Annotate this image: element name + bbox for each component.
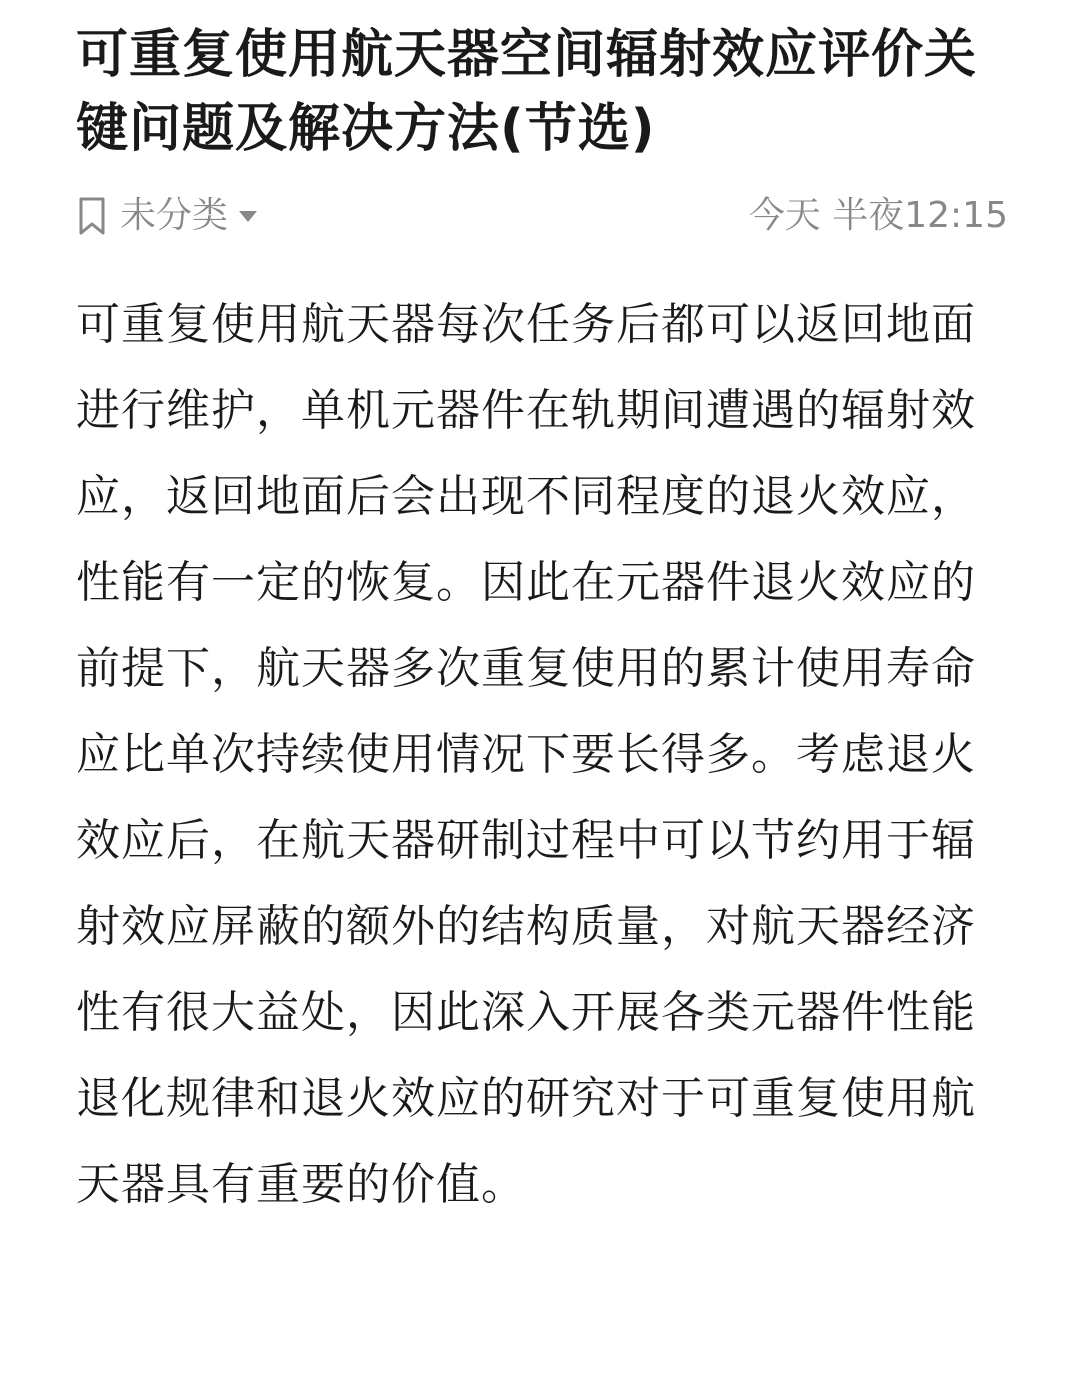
note-body[interactable]: 可重复使用航天器每次任务后都可以返回地面进行维护，单机元器件在轨期间遭遇的辐射效应，返回地面后会出现不同程度的退火效应，性能有一定的恢复。因此在元器件退火效应的前提下，航天器多次重复使用的累计使用寿命应比单次持续使用情况下要长得多。考虑退火效应后，在航天器研制过程中可以节约用于辐射效应屏蔽的额外的结构质量，对航天器经济性有很大益处，因此深入开展各类元器件性能退化规律和退火效应的研究对于可重复使用航天器具有重要的价值。 xyxy=(76,299,976,1210)
category-selector[interactable] xyxy=(76,196,260,236)
note-timestamp: 今天 半夜12:15 xyxy=(748,195,1008,236)
bookmark-icon xyxy=(76,196,108,236)
category-label: 未分类 xyxy=(120,195,229,236)
chevron-down-icon xyxy=(236,204,260,228)
note-meta-bar xyxy=(76,186,1008,246)
note-title[interactable]: 可重复使用航天器空间辐射效应评价关键问题及解决方法(节选) xyxy=(76,25,978,159)
